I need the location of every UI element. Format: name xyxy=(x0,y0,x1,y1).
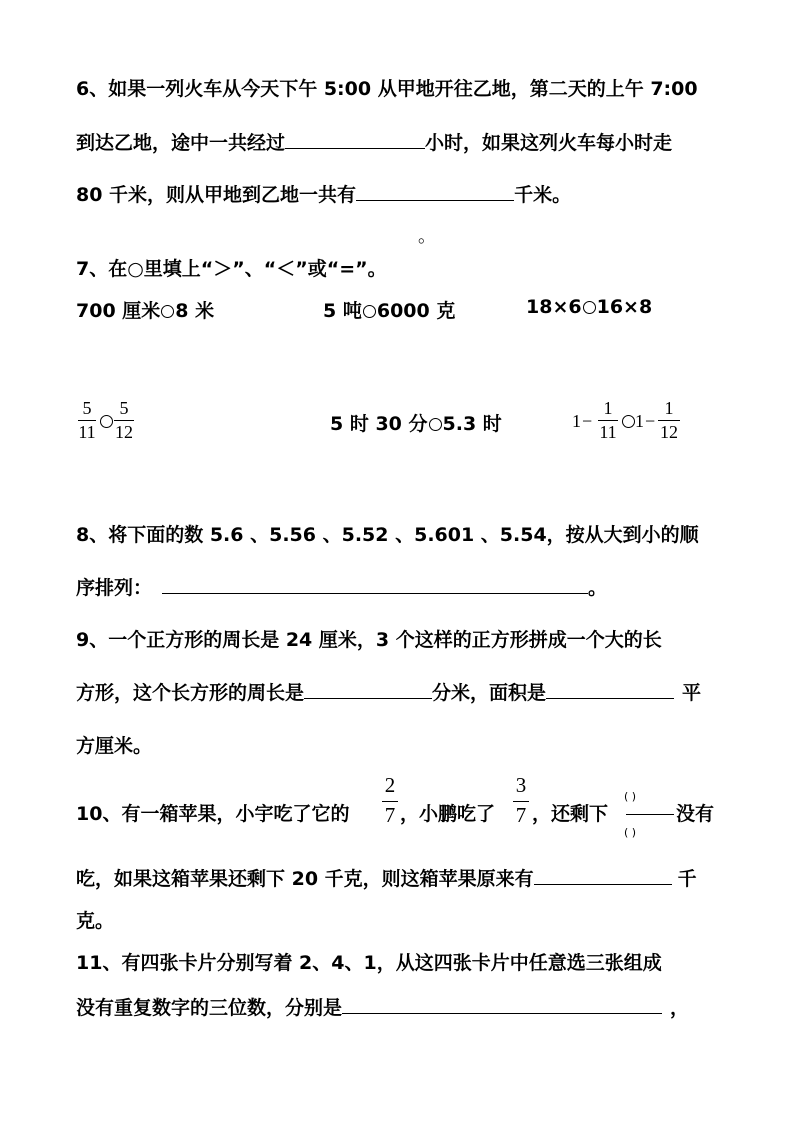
q10-frac1-denominator: 7 xyxy=(384,803,396,827)
q10-line1-d: 没有 xyxy=(676,803,715,825)
q6-line2 xyxy=(76,128,672,155)
q7-minus-b: − xyxy=(645,411,656,431)
q7-time-right: 5.3 时 xyxy=(442,413,502,435)
q7-time-circle[interactable] xyxy=(429,418,442,431)
q10-paren-top[interactable]: ( ) xyxy=(624,790,637,803)
q6-stray-mark: 。 xyxy=(418,226,436,247)
q10-frac1-numerator: 2 xyxy=(384,773,396,797)
q10-frac-2-7 xyxy=(382,773,398,831)
q7-frac1-numerator: 5 xyxy=(82,398,92,418)
q7-a-right: 8 米 xyxy=(175,300,215,322)
q10-line3: 克。 xyxy=(76,910,115,932)
q7-rfrac2-denominator: 12 xyxy=(660,422,678,442)
q11-numbers-blank[interactable] xyxy=(342,994,662,1014)
q10-frac1-bar xyxy=(382,801,398,802)
q7-a-circle[interactable] xyxy=(161,305,174,318)
q7-one-a: 1 xyxy=(572,411,581,431)
q10-line2-text-b: 千 xyxy=(677,868,697,890)
q9-line2-text-a: 方形，这个长方形的周长是 xyxy=(76,682,305,704)
q10-frac-3-7 xyxy=(513,773,529,831)
q8-order-blank[interactable] xyxy=(162,574,588,594)
q7-a-left: 700 厘米 xyxy=(76,300,161,322)
q10-frac2-bar xyxy=(513,801,529,802)
q7-c-right: 16×8 xyxy=(596,296,653,318)
q8-line1: 8、将下面的数 5.6 、5.56 、5.52 、5.601 、5.54，按从大到小的顺 xyxy=(76,524,699,546)
q9-line2 xyxy=(76,678,701,705)
q10-line1-b: ，小鹏吃了 xyxy=(400,803,496,825)
q7-compare-b xyxy=(323,296,455,323)
q7-rfrac1-denominator: 11 xyxy=(599,422,617,442)
q10-frac2-numerator: 3 xyxy=(515,773,527,797)
q6-line2-text-a: 到达乙地，途中一共经过 xyxy=(76,132,286,154)
q10-line1 xyxy=(76,799,349,826)
q6-line1: 6、如果一列火车从今天下午 5:00 从甲地开往乙地，第二天的上午 7:00 xyxy=(76,78,698,100)
q9-line3: 方厘米。 xyxy=(76,735,153,757)
q7-rfrac1-numerator: 1 xyxy=(603,398,613,418)
q7-frac-1-12 xyxy=(658,398,680,446)
q11-line2 xyxy=(76,993,689,1020)
q7-one-b: 1 xyxy=(635,411,644,431)
q7-rfrac2-numerator: 1 xyxy=(664,398,674,418)
q7-frac-5-11 xyxy=(78,398,96,446)
q7-minus-a: − xyxy=(582,411,593,431)
q7-frac-5-12 xyxy=(114,398,134,446)
q6-line3-text-b: 千米。 xyxy=(514,184,572,206)
q10-paren-fraction-bar xyxy=(626,814,674,815)
q11-line2-text-a: 没有重复数字的三位数，分别是 xyxy=(76,997,343,1019)
q10-paren-bottom[interactable]: ( ) xyxy=(624,826,637,839)
q10-line1-c: ，还剩下 xyxy=(532,803,609,825)
q7-time-left: 5 时 30 分 xyxy=(330,413,428,435)
q10-line1-text-a: 10、有一箱苹果，小宇吃了它的 xyxy=(76,803,350,825)
q6-distance-blank[interactable] xyxy=(356,181,514,201)
q9-area-blank[interactable] xyxy=(546,679,674,699)
q7-frac2-denominator: 12 xyxy=(115,422,133,442)
q7-c-circle[interactable] xyxy=(583,301,596,314)
q7-rfrac1-bar xyxy=(598,420,618,421)
q7-frac1-denominator: 11 xyxy=(78,422,96,442)
q6-line3 xyxy=(76,180,571,207)
q8-line2-text-b: 。 xyxy=(588,577,608,599)
q7-c-left: 18×6 xyxy=(526,296,582,318)
q7-rfrac2-bar xyxy=(658,420,680,421)
q9-perimeter-blank[interactable] xyxy=(304,679,432,699)
q7-compare-time xyxy=(330,409,502,436)
q7-b-right: 6000 克 xyxy=(376,300,456,322)
q7-frac-circle-2[interactable] xyxy=(622,415,635,428)
q9-line2-text-b: 分米，面积是 xyxy=(432,682,547,704)
q10-line2 xyxy=(76,864,697,891)
q7-frac-1-11 xyxy=(598,398,618,446)
q7-title: 7、在○里填上“＞”、“＜”或“=”。 xyxy=(76,258,387,280)
q7-frac1-bar xyxy=(78,420,96,421)
q7-frac2-numerator: 5 xyxy=(119,398,129,418)
q7-b-left: 5 吨 xyxy=(323,300,362,322)
q8-line2 xyxy=(76,573,607,600)
q6-hours-blank[interactable] xyxy=(285,129,425,149)
q7-frac-circle-1[interactable] xyxy=(100,415,113,428)
q7-compare-a xyxy=(76,296,214,323)
q7-compare-c xyxy=(526,296,652,318)
q10-frac2-denominator: 7 xyxy=(515,803,527,827)
q11-line1: 11、有四张卡片分别写着 2、4、1，从这四张卡片中任意选三张组成 xyxy=(76,952,662,974)
q9-line2-text-c: 平 xyxy=(682,682,702,704)
q11-line2-text-b: ， xyxy=(670,997,690,1019)
q10-line2-text-a: 吃，如果这箱苹果还剩下 20 千克，则这箱苹果原来有 xyxy=(76,868,534,890)
q6-line2-text-b: 小时，如果这列火车每小时走 xyxy=(425,132,673,154)
q7-b-circle[interactable] xyxy=(363,305,376,318)
q8-line2-text-a: 序排列： xyxy=(76,577,153,599)
q6-line3-text-a: 80 千米，则从甲地到乙地一共有 xyxy=(76,184,357,206)
q7-frac2-bar xyxy=(114,420,134,421)
q10-weight-blank[interactable] xyxy=(534,865,672,885)
q9-line1: 9、一个正方形的周长是 24 厘米，3 个这样的正方形拼成一个大的长 xyxy=(76,629,662,651)
